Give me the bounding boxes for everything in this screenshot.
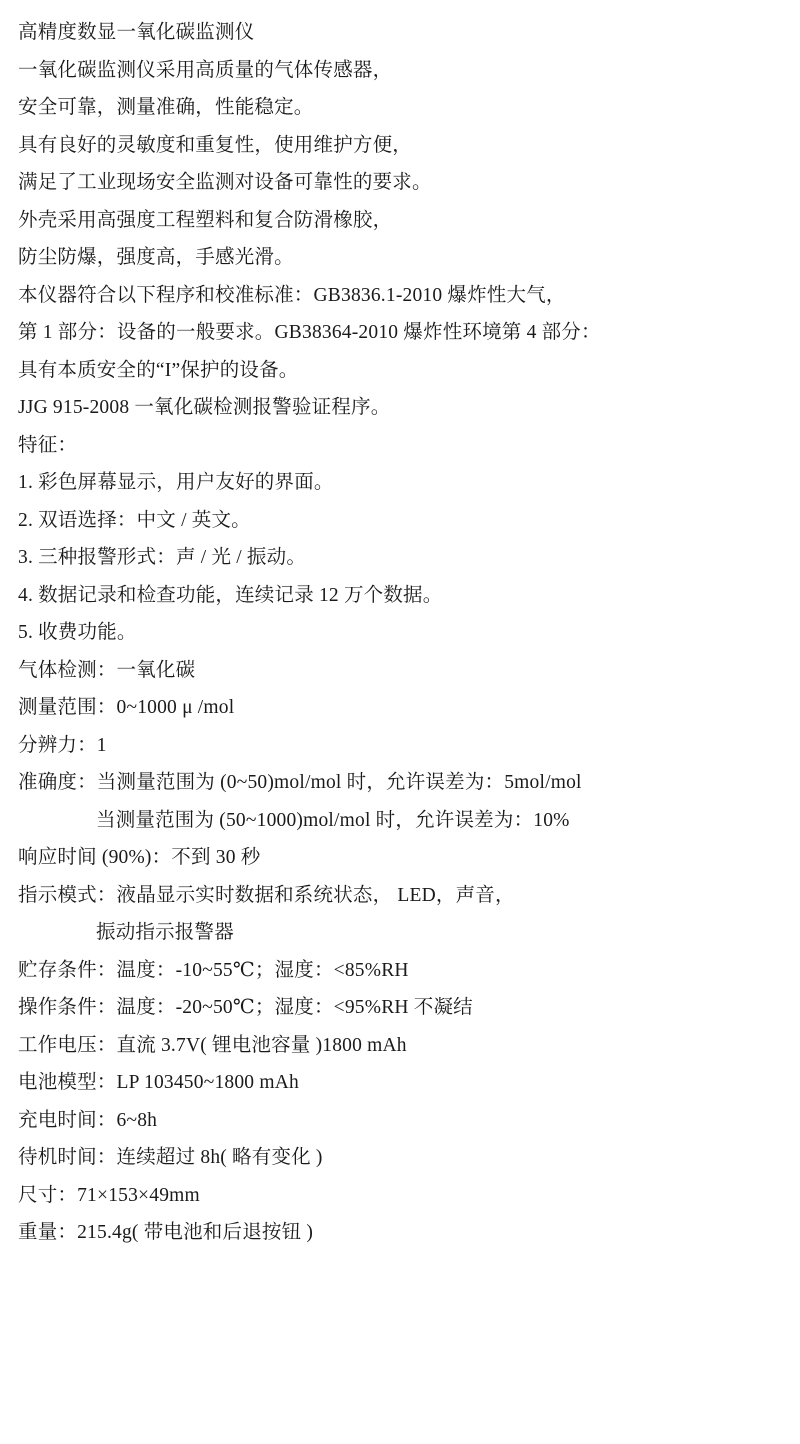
spec-line: 指示模式：液晶显示实时数据和系统状态， LED，声音，	[18, 884, 515, 906]
spec-line-continued: 当测量范围为 (50~1000)mol/mol 时，允许误差为：10%	[96, 809, 570, 831]
paragraph-line: 具有本质安全的“I”保护的设备。	[18, 359, 299, 381]
spec-line: 工作电压：直流 3.7V( 锂电池容量 )1800 mAh	[18, 1034, 407, 1056]
spec-line: 重量：215.4g( 带电池和后退按钮 )	[18, 1222, 314, 1243]
spec-line: 充电时间：6~8h	[18, 1109, 158, 1131]
spec-line-continued: 振动指示报警器	[96, 922, 234, 943]
spec-line: 准确度：当测量范围为 (0~50)mol/mol 时，允许误差为：5mol/mol	[18, 772, 582, 793]
features-heading: 特征：	[18, 434, 78, 456]
spec-line: 电池模型：LP 103450~1800 mAh	[18, 1072, 299, 1093]
paragraph-line: 满足了工业现场安全监测对设备可靠性的要求。	[18, 172, 432, 193]
paragraph-line: JJG 915-2008 一氧化碳检测报警验证程序。	[18, 397, 391, 418]
feature-item: 5. 收费功能。	[18, 622, 137, 643]
paragraph-line: 安全可靠，测量准确，性能稳定。	[18, 97, 314, 118]
spec-line: 气体检测：一氧化碳	[18, 659, 196, 681]
spec-line: 响应时间 (90%)：不到 30 秒	[18, 847, 261, 868]
feature-item: 2. 双语选择：中文 / 英文。	[18, 509, 251, 531]
paragraph-line: 具有良好的灵敏度和重复性，使用维护方便，	[18, 134, 413, 156]
paragraph-line: 本仪器符合以下程序和校准标准：GB3836.1-2010 爆炸性大气，	[18, 284, 566, 306]
paragraph-line: 防尘防爆，强度高，手感光滑。	[18, 247, 294, 268]
spec-line: 贮存条件：温度：-10~55℃；湿度：<85%RH	[18, 959, 409, 981]
paragraph-line: 一氧化碳监测仪采用高质量的气体传感器，	[18, 59, 393, 81]
spec-line: 操作条件：温度：-20~50℃；湿度：<95%RH 不凝结	[18, 997, 473, 1018]
spec-line: 测量范围：0~1000 μ /mol	[18, 697, 235, 718]
spec-line: 尺寸：71×153×49mm	[18, 1184, 200, 1206]
feature-item: 4. 数据记录和检查功能，连续记录 12 万个数据。	[18, 584, 443, 606]
paragraph-line: 第 1 部分：设备的一般要求。GB38364-2010 爆炸性环境第 4 部分：	[18, 322, 601, 343]
page-title: 高精度数显一氧化碳监测仪	[18, 22, 255, 43]
paragraph-line: 外壳采用高强度工程塑料和复合防滑橡胶，	[18, 209, 393, 231]
feature-item: 1. 彩色屏幕显示，用户友好的界面。	[18, 472, 334, 493]
spec-line: 待机时间：连续超过 8h( 略有变化 )	[18, 1147, 323, 1168]
spec-line: 分辨力：1	[18, 734, 107, 756]
feature-item: 3. 三种报警形式：声 / 光 / 振动。	[18, 547, 307, 568]
